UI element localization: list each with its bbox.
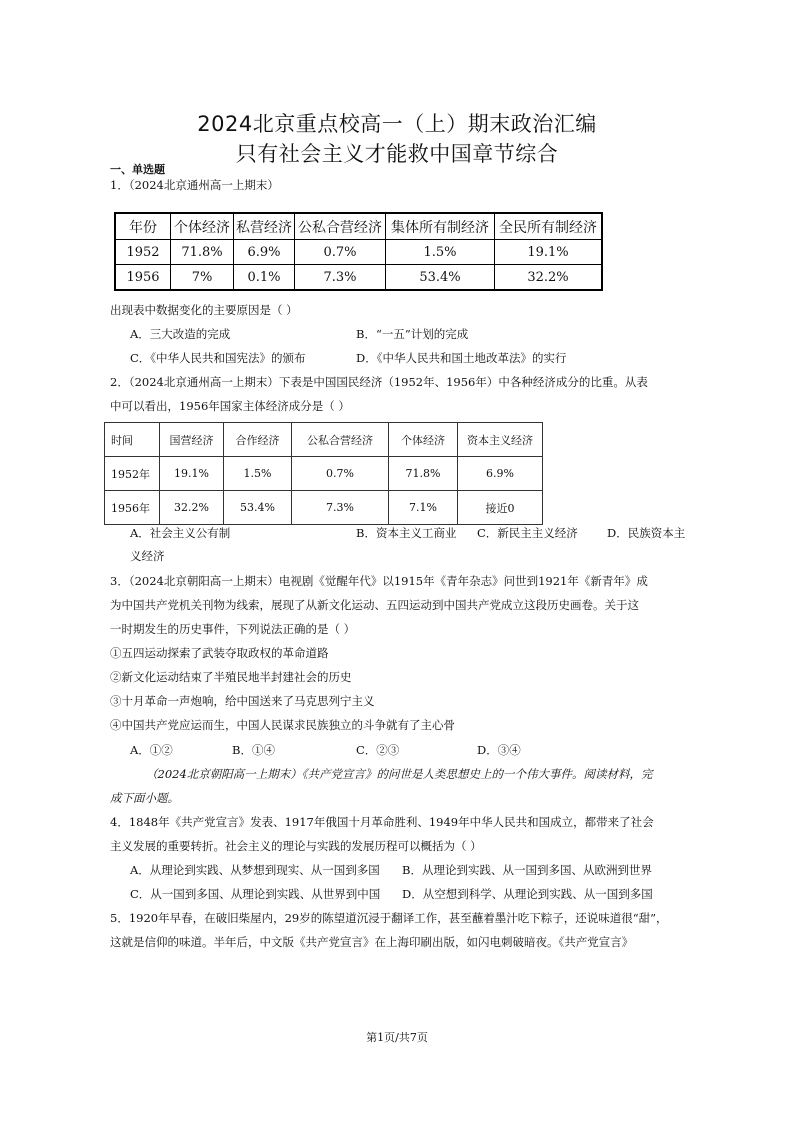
q1-option-c: C．《中华人民共和国宪法》的颁布: [130, 351, 306, 365]
table-cell: 53.4%: [386, 265, 495, 291]
table-row: [105, 457, 543, 491]
table-cell: 53.4%: [224, 491, 292, 525]
table-row: [115, 240, 602, 265]
table-cell: 71.8%: [171, 240, 234, 265]
table-cell: 32.2%: [160, 491, 224, 525]
q3-statement-4: ④中国共产党应运而生，中国人民谋求民族独立的斗争就有了主心骨: [110, 718, 455, 732]
q4-option-d: D．从空想到科学、从理论到实践、从一国到多国: [402, 887, 653, 901]
table-header-cell: 个体经济: [171, 213, 234, 240]
table-row: [115, 265, 602, 291]
q4-line1: 4．1848年《共产党宣言》发表、1917年俄国十月革命胜利、1949年中华人民共和国成立，都带来了社会: [110, 815, 654, 829]
table-cell: 0.7%: [292, 457, 389, 491]
table-row: [105, 491, 543, 525]
table-cell: 6.9%: [234, 240, 295, 265]
table-header-cell: 私营经济: [234, 213, 295, 240]
q2-option-d-continued: 义经济: [130, 549, 165, 563]
q2-option-b: B．资本主义工商业: [356, 526, 457, 540]
q1-option-a: A．三大改造的完成: [130, 327, 231, 341]
q3-statement-2: ②新文化运动结束了半殖民地半封建社会的历史: [110, 670, 352, 684]
q3-option-c: C．②③: [356, 743, 400, 757]
q3-option-a: A．①②: [130, 743, 173, 757]
q1-source: 1．（2024北京通州高一上期末）: [110, 178, 279, 192]
page-footer: 第1页/共7页: [366, 1031, 428, 1044]
table-header-cell: 公私合营经济: [295, 213, 386, 240]
q4-option-b: B．从理论到实践、从一国到多国、从欧洲到世界: [402, 863, 652, 877]
table-cell: 接近0: [458, 491, 543, 525]
q3-option-b: B．①④: [232, 743, 275, 757]
table-cell: 19.1%: [495, 240, 603, 265]
q2-line2: 中可以看出，1956年国家主体经济成分是（ ）: [110, 399, 350, 413]
table-header-cell: 国营经济: [160, 423, 224, 457]
q3-line1: 3．（2024北京朝阳高一上期末）电视剧《觉醒年代》以1915年《青年杂志》问世到1921年《新青年》成: [110, 574, 648, 588]
table-header-cell: 年份: [115, 213, 171, 240]
q5-line2: 这就是信仰的味道。半年后，中文版《共产党宣言》在上海印刷出版，如闪电刺破暗夜。《共产党宣言》: [110, 935, 634, 949]
table-cell: 32.2%: [495, 265, 603, 291]
q4-line2: 主义发展的重要转折。社会主义的理论与实践的发展历程可以概括为（ ）: [110, 839, 482, 853]
q1-option-b: B．“一五”计划的完成: [356, 327, 469, 341]
document-title-line1: 2024北京重点校高一（上）期末政治汇编: [197, 112, 597, 136]
q1-table: [114, 212, 603, 291]
section-heading: 一、单选题: [110, 163, 165, 176]
q3-line3: 一时期发生的历史事件，下列说法正确的是（ ）: [110, 622, 356, 636]
table-cell: 7.3%: [295, 265, 386, 291]
table-cell: 1.5%: [386, 240, 495, 265]
table-cell: 1956: [115, 265, 171, 291]
table-cell: 0.1%: [234, 265, 295, 291]
q3-statement-3: ③十月革命一声炮响，给中国送来了马克思列宁主义: [110, 694, 375, 708]
table-header-cell: 合作经济: [224, 423, 292, 457]
table-header-row: [105, 423, 543, 457]
q2-table: [104, 422, 543, 525]
table-cell: 1.5%: [224, 457, 292, 491]
table-cell: 7.3%: [292, 491, 389, 525]
table-header-cell: 公私合营经济: [292, 423, 389, 457]
table-cell: 71.8%: [389, 457, 458, 491]
q4-option-c: C．从一国到多国、从理论到实践、从世界到中国: [130, 887, 381, 901]
document-title-line2: 只有社会主义才能救中国章节综合: [235, 142, 559, 166]
table-header-cell: 个体经济: [389, 423, 458, 457]
q2-option-d: D．民族资本主: [607, 526, 686, 540]
material-line1: （2024北京朝阳高一上期末）《共产党宣言》的问世是人类思想史上的一个伟大事件。阅读材料，完: [146, 767, 653, 781]
q3-option-d: D．③④: [477, 743, 521, 757]
table-cell: 1952年: [105, 457, 160, 491]
q1-stem: 出现表中数据变化的主要原因是（ ）: [110, 303, 298, 317]
table-header-row: [115, 213, 602, 240]
q2-line1: 2．（2024北京通州高一上期末）下表是中国国民经济（1952年、1956年）中各种经济成分的比重。从表: [110, 375, 648, 389]
q3-line2: 为中国共产党机关刊物为线索，展现了从新文化运动、五四运动到中国共产党成立这段历史画卷。关于这: [110, 598, 639, 612]
q4-option-a: A．从理论到实践、从梦想到现实、从一国到多国: [130, 863, 380, 877]
table-header-cell: 时间: [105, 423, 160, 457]
material-line2: 成下面小题。: [110, 791, 179, 805]
table-cell: 7.1%: [389, 491, 458, 525]
q5-line1: 5．1920年早春，在破旧柴屋内，29岁的陈望道沉浸于翻译工作，甚至蘸着墨汁吃下粽子，还说味道很“甜”，: [110, 911, 668, 925]
table-header-cell: 资本主义经济: [458, 423, 543, 457]
table-cell: 1956年: [105, 491, 160, 525]
q2-option-c: C．新民主主义经济: [477, 526, 578, 540]
table-cell: 0.7%: [295, 240, 386, 265]
table-header-cell: 全民所有制经济: [495, 213, 603, 240]
q3-statement-1: ①五四运动探索了武装夺取政权的革命道路: [110, 646, 329, 660]
q1-option-d: D．《中华人民共和国土地改革法》的实行: [356, 351, 567, 365]
q2-option-a: A．社会主义公有制: [130, 526, 231, 540]
table-cell: 7%: [171, 265, 234, 291]
table-cell: 6.9%: [458, 457, 543, 491]
table-cell: 1952: [115, 240, 171, 265]
table-header-cell: 集体所有制经济: [386, 213, 495, 240]
table-cell: 19.1%: [160, 457, 224, 491]
